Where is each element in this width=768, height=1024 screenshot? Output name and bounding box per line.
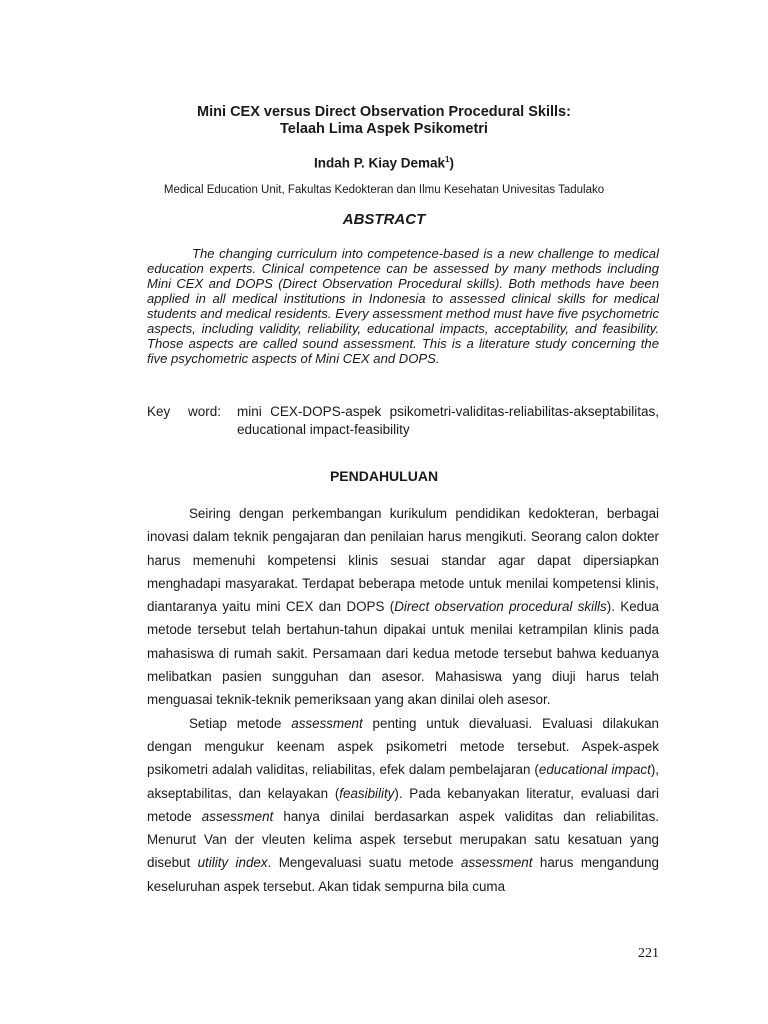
title-line-2: Telaah Lima Aspek Psikometri: [280, 121, 488, 137]
p1-text-b: ). Kedua metode tersebut telah bertahun-tahun dipakai untuk menilai ketrampilan klinis pada mahasiswa di rumah sakit. Persamaan dari kedua metode tersebut bahwa keduanya melibatkan pasien sungguhan dan asesor. Mahasiswa yang diuji harus telah menguasai teknik-teknik pemeriksaan yang akan dinilai oleh asesor.: [147, 599, 659, 708]
author-affiliation-mark: 1: [445, 155, 450, 164]
p2-text-e: hanya dinilai berdasarkan aspek validitas dan reliabilitas. Menurut Van der vleuten kelima aspek tersebut merupakan satu kesatuan yang disebut: [147, 808, 659, 871]
p2-text-g: harus mengandung keseluruhan aspek tersebut. Akan tidak sempurna bila cuma: [147, 855, 660, 894]
p2-italic-feasibility: feasibility: [339, 785, 395, 801]
paragraph-2: [147, 712, 659, 898]
p2-italic-assessment-2: assessment: [201, 808, 274, 824]
keywords-label: Key word:: [147, 404, 222, 419]
p2-italic-assessment-1: assessment: [291, 715, 363, 731]
author-line: [120, 152, 648, 172]
section-heading: PENDAHULUAN: [329, 468, 439, 484]
p2-text-a: Setiap metode: [189, 715, 292, 731]
author-suffix: ): [449, 155, 454, 171]
keywords-text: mini CEX-DOPS-aspek psikometri-validitas-reliabilitas-akseptabilitas, educational impact-feasibility: [237, 404, 659, 437]
p2-text-d: ). Pada kebanyakan literatur, evaluasi dari metode: [147, 785, 659, 824]
keywords: [147, 403, 659, 437]
p2-text-b: penting untuk dievaluasi. Evaluasi dilakukan dengan mengukur keenam aspek psikometri metode tersebut. Aspek-aspek psikometri adalah validitas, reliabilitas, efek dalam pembelajaran (: [147, 715, 659, 778]
p2-text-f: . Mengevaluasi suatu metode: [267, 855, 462, 871]
abstract-text: The changing curriculum into competence-based is a new challenge to medical education experts. Clinical competence can be assessed by many methods including Mini CEX and DOPS (Direct Observation Procedural skills). Both methods have been applied in all medical institutions in Indonesia to assessed clinical skills for medical students and medical residents. Every assessment method must have five psychometric aspects, including validity, reliability, educational impacts, acceptability, and feasibility. Those aspects are called sound assessment. This is a literature study concerning the five psychometric aspects of Mini CEX and DOPS.: [147, 246, 659, 366]
paragraph-1: [147, 502, 659, 712]
affiliation: Medical Education Unit, Fakultas Kedokteran dan Ilmu Kesehatan Univesitas Tadulako: [163, 184, 605, 196]
p1-italic-dops: Direct observation procedural skills: [394, 599, 607, 615]
title-line-1: Mini CEX versus Direct Observation Procedural Skills:: [197, 104, 571, 120]
p2-italic-utility-index: utility index: [197, 855, 268, 871]
p2-italic-educational-impact: educational impact: [538, 762, 651, 778]
author-name: Indah P. Kiay Demak: [313, 155, 446, 171]
abstract-heading: ABSTRACT: [342, 211, 426, 228]
page-number: 221: [638, 946, 659, 961]
body-text: [147, 502, 659, 898]
p1-text-a: Seiring dengan perkembangan kurikulum pendidikan kedokteran, berbagai inovasi dalam teknik pengajaran dan penilaian harus mengikuti. Seorang calon dokter harus memenuhi kompetensi klinis sesuai standar agar dapat dipersiapkan menghadapi masyarakat. Terdapat beberapa metode untuk menilai kompetensi klinis, diantaranya yaitu mini CEX dan DOPS (: [147, 506, 659, 615]
p2-text-c: ), akseptabilitas, dan kelayakan (: [147, 762, 660, 801]
p2-italic-assessment-3: assessment: [461, 855, 533, 871]
paper-title: [120, 104, 648, 138]
